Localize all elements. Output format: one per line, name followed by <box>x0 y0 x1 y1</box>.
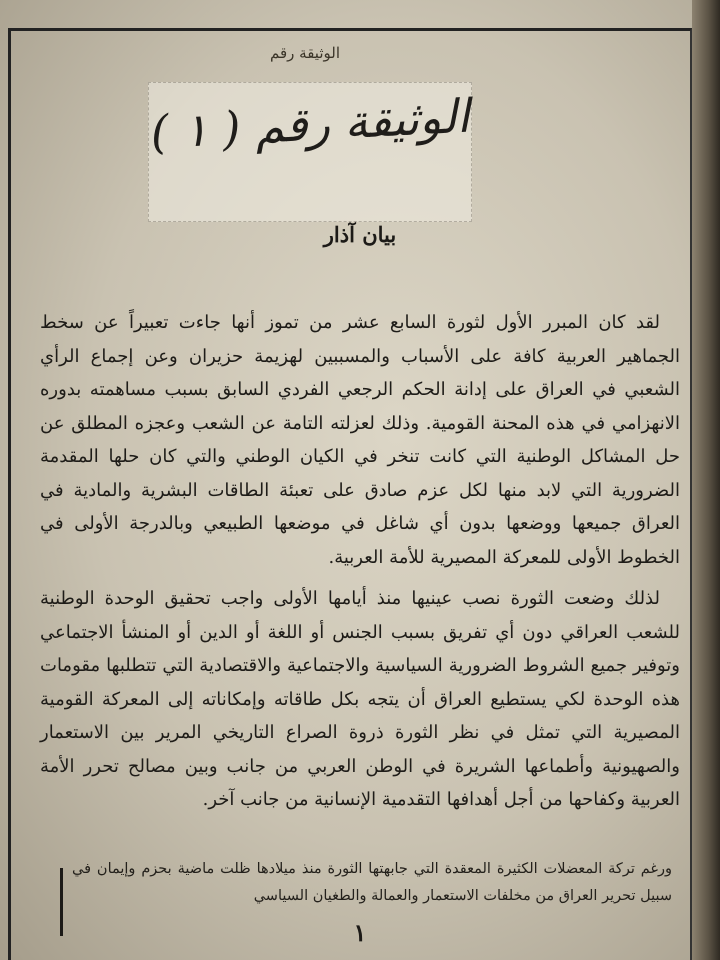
body-text <box>40 306 680 825</box>
top-scribble: الوثيقة رقم <box>270 44 340 62</box>
handwritten-title: الوثيقة رقم ( ١ ) <box>149 88 471 160</box>
title-box <box>148 82 472 222</box>
book-spine <box>692 0 720 960</box>
footnote-text: ورغم تركة المعضلات الكثيرة المعقدة التي جابهتها الثورة منذ ميلادها ظلت ماضية بحزم وإيمان في سبيل تحرير العراق من مخلفات الاستعمار والعمالة والطغيان السياسي <box>72 861 672 904</box>
paragraph: لقد كان المبرر الأول لثورة السابع عشر من تموز أنها جاءت تعبيراً عن سخط الجماهير العربية كافة على الأسباب والمسببين لهزيمة حزيران وعن إجماع الرأي الشعبي في العراق على إدانة الحكم الرجعي الفردي السابق بسبب مساهمته بدوره الانهزامي في هذه المحنة القومية. وذلك لعزلته التامة عن الشعب وعجزه المطلق عن حل المشاكل الوطنية التي كانت تنخر في الكيان الوطني والتي كان حلها المقدمة الضرورية التي لابد منها لكل عزم صادق على تعبئة الطاقات البشرية والمادية في العراق جميعها ووضعها بدون أي شاغل في موضعها الطبيعي وبالدرجة الأولى في الخطوط الأولى للمعركة المصيرية للأمة العربية. <box>40 312 680 568</box>
document-subtitle: بيان آذار <box>323 222 397 247</box>
paragraph: لذلك وضعت الثورة نصب عينيها منذ أيامها الأولى واجب تحقيق الوحدة الوطنية للشعب العراقي دون أي تفريق بسبب الجنس أو اللغة أو الدين أو المنشأ الاجتماعي وتوفير جميع الشروط الضرورية السياسية والاجتماعية والاقتصادية التي تتطلبها مقومات هذه الوحدة لكي يستطيع العراق أن يتجه بكل طاقاته وإمكاناته إلى المعركة القومية المصيرية التي تمثل في نظر الثورة ذروة الصراع التاريخي المرير بين الاستعمار والصهيونية وأطماعها الشريرة في الوطن العربي من جانب وبين مصالح تحرر الأمة العربية وكفاحها من أجل أهدافها التقدمية الإنسانية من جانب آخر. <box>40 588 680 810</box>
page-number: ١ <box>353 918 367 947</box>
